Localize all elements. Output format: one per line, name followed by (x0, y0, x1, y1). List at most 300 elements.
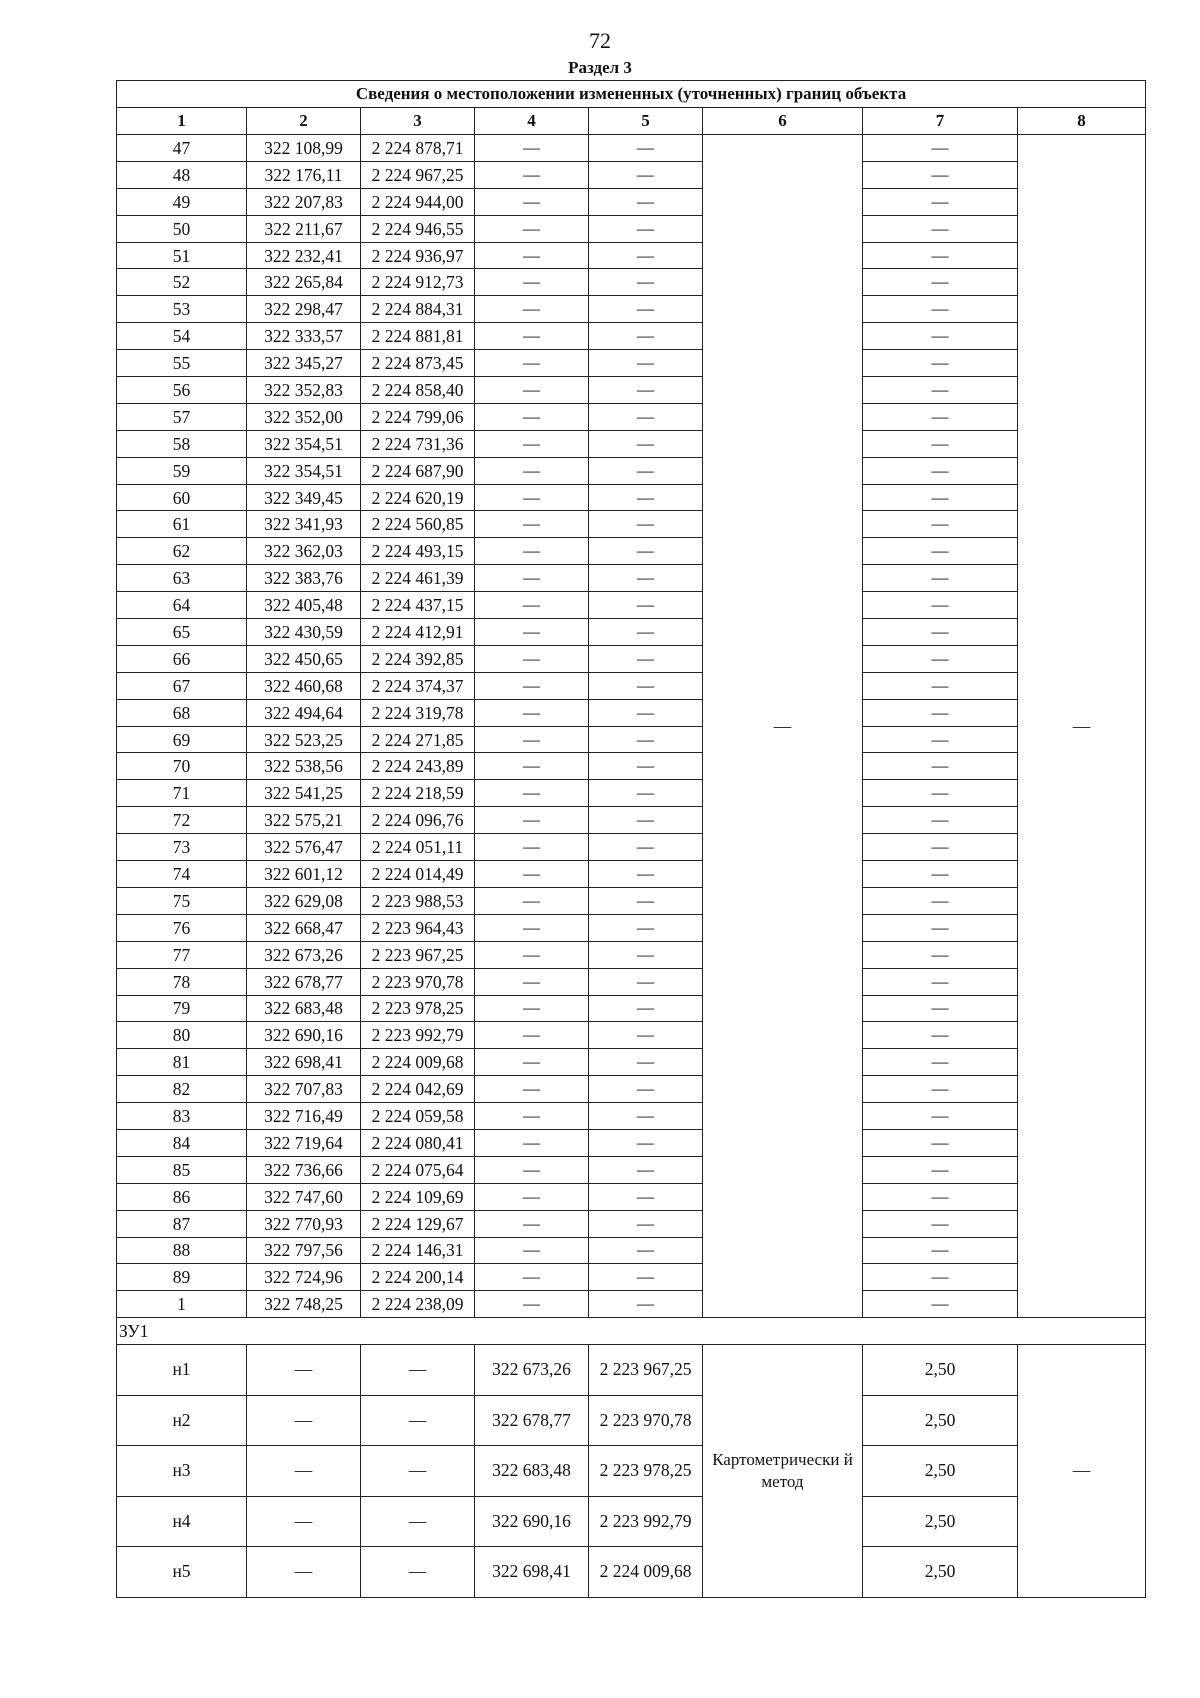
new-x-cell: — (475, 887, 589, 914)
y-coordinate-cell: — (361, 1446, 475, 1497)
accuracy-cell: — (863, 188, 1018, 215)
x-coordinate-cell: 322 678,77 (247, 968, 361, 995)
table-row (117, 161, 1146, 188)
new-y-cell: — (589, 1022, 703, 1049)
new-x-cell: — (475, 1103, 589, 1130)
y-coordinate-cell: 2 223 978,25 (361, 995, 475, 1022)
column-header-4: 4 (475, 108, 589, 135)
new-y-cell: 2 223 992,79 (589, 1496, 703, 1547)
new-y-cell: 2 223 970,78 (589, 1395, 703, 1446)
column-header-8: 8 (1018, 108, 1146, 135)
x-coordinate-cell: 322 232,41 (247, 242, 361, 269)
x-coordinate-cell: 322 698,41 (247, 1049, 361, 1076)
table-row (117, 1076, 1146, 1103)
y-coordinate-cell: — (361, 1547, 475, 1598)
point-number-cell: 78 (117, 968, 247, 995)
new-y-cell: — (589, 1129, 703, 1156)
point-number-cell: 70 (117, 753, 247, 780)
y-coordinate-cell: 2 224 146,31 (361, 1237, 475, 1264)
new-x-cell: — (475, 269, 589, 296)
y-coordinate-cell: — (361, 1345, 475, 1396)
accuracy-cell: — (863, 645, 1018, 672)
x-coordinate-cell: — (247, 1395, 361, 1446)
accuracy-cell: — (863, 1103, 1018, 1130)
new-x-cell: — (475, 1156, 589, 1183)
new-y-cell: — (589, 188, 703, 215)
accuracy-cell: 2,50 (863, 1446, 1018, 1497)
table-row (117, 645, 1146, 672)
new-y-cell: — (589, 1156, 703, 1183)
new-x-cell: — (475, 457, 589, 484)
x-coordinate-cell: 322 736,66 (247, 1156, 361, 1183)
new-y-cell: — (589, 1237, 703, 1264)
new-x-cell: — (475, 1022, 589, 1049)
accuracy-cell: — (863, 887, 1018, 914)
point-number-cell: 49 (117, 188, 247, 215)
accuracy-cell: — (863, 457, 1018, 484)
x-coordinate-cell: 322 211,67 (247, 215, 361, 242)
boundary-coordinates-table (116, 80, 1146, 1598)
point-number-cell: 67 (117, 672, 247, 699)
x-coordinate-cell: 322 770,93 (247, 1210, 361, 1237)
x-coordinate-cell: 322 797,56 (247, 1237, 361, 1264)
table-row (117, 1183, 1146, 1210)
accuracy-cell: — (863, 1210, 1018, 1237)
x-coordinate-cell: 322 719,64 (247, 1129, 361, 1156)
point-number-cell: 71 (117, 780, 247, 807)
y-coordinate-cell: 2 224 080,41 (361, 1129, 475, 1156)
new-y-cell: — (589, 807, 703, 834)
x-coordinate-cell: 322 690,16 (247, 1022, 361, 1049)
y-coordinate-cell: 2 224 412,91 (361, 619, 475, 646)
x-coordinate-cell: 322 460,68 (247, 672, 361, 699)
accuracy-cell: — (863, 565, 1018, 592)
point-number-cell: 85 (117, 1156, 247, 1183)
accuracy-cell: — (863, 350, 1018, 377)
table-row (117, 914, 1146, 941)
y-coordinate-cell: 2 223 988,53 (361, 887, 475, 914)
x-coordinate-cell: 322 345,27 (247, 350, 361, 377)
new-y-cell: — (589, 1183, 703, 1210)
new-y-cell: 2 223 978,25 (589, 1446, 703, 1497)
new-y-cell: — (589, 753, 703, 780)
x-coordinate-cell: 322 265,84 (247, 269, 361, 296)
table-row (117, 1022, 1146, 1049)
x-coordinate-cell: — (247, 1345, 361, 1396)
accuracy-cell: — (863, 161, 1018, 188)
new-y-cell: — (589, 430, 703, 457)
new-x-cell: — (475, 565, 589, 592)
method-cell: — (703, 135, 863, 1318)
y-coordinate-cell: 2 224 200,14 (361, 1264, 475, 1291)
point-number-cell: н3 (117, 1446, 247, 1497)
new-y-cell: — (589, 672, 703, 699)
new-x-cell: — (475, 1049, 589, 1076)
accuracy-cell: — (863, 242, 1018, 269)
table-row (117, 1496, 1146, 1547)
point-number-cell: 53 (117, 296, 247, 323)
y-coordinate-cell: 2 224 243,89 (361, 753, 475, 780)
x-coordinate-cell: — (247, 1496, 361, 1547)
new-y-cell: — (589, 1264, 703, 1291)
y-coordinate-cell: 2 224 881,81 (361, 323, 475, 350)
new-y-cell: — (589, 1291, 703, 1318)
table-row (117, 672, 1146, 699)
accuracy-cell: — (863, 807, 1018, 834)
new-y-cell: — (589, 403, 703, 430)
table-row (117, 215, 1146, 242)
table-row (117, 430, 1146, 457)
new-x-cell: — (475, 484, 589, 511)
new-x-cell: — (475, 1237, 589, 1264)
point-number-cell: 86 (117, 1183, 247, 1210)
page-number: 72 (589, 28, 611, 53)
y-coordinate-cell: 2 224 560,85 (361, 511, 475, 538)
accuracy-cell: — (863, 377, 1018, 404)
point-number-cell: 52 (117, 269, 247, 296)
point-number-cell: 83 (117, 1103, 247, 1130)
point-number-cell: 63 (117, 565, 247, 592)
new-y-cell: 2 223 967,25 (589, 1345, 703, 1396)
point-number-cell: н5 (117, 1547, 247, 1598)
table-row (117, 457, 1146, 484)
new-x-cell: — (475, 350, 589, 377)
accuracy-cell: — (863, 296, 1018, 323)
x-coordinate-cell: 322 576,47 (247, 834, 361, 861)
new-y-cell: — (589, 834, 703, 861)
new-x-cell: 322 698,41 (475, 1547, 589, 1598)
new-x-cell: — (475, 1210, 589, 1237)
new-x-cell: — (475, 968, 589, 995)
new-y-cell: — (589, 699, 703, 726)
y-coordinate-cell: 2 224 271,85 (361, 726, 475, 753)
new-x-cell: — (475, 834, 589, 861)
point-number-cell: 73 (117, 834, 247, 861)
table-row (117, 1129, 1146, 1156)
point-number-cell: 77 (117, 941, 247, 968)
accuracy-cell: 2,50 (863, 1496, 1018, 1547)
x-coordinate-cell: 322 541,25 (247, 780, 361, 807)
accuracy-cell: — (863, 861, 1018, 888)
table-row (117, 188, 1146, 215)
y-coordinate-cell: 2 224 858,40 (361, 377, 475, 404)
point-number-cell: 69 (117, 726, 247, 753)
accuracy-cell: — (863, 1076, 1018, 1103)
x-coordinate-cell: 322 538,56 (247, 753, 361, 780)
x-coordinate-cell: 322 673,26 (247, 941, 361, 968)
new-x-cell: — (475, 1291, 589, 1318)
accuracy-cell: — (863, 430, 1018, 457)
point-number-cell: 89 (117, 1264, 247, 1291)
new-x-cell: — (475, 403, 589, 430)
accuracy-cell: — (863, 592, 1018, 619)
point-number-cell: н1 (117, 1345, 247, 1396)
table-row (117, 619, 1146, 646)
new-y-cell: 2 224 009,68 (589, 1547, 703, 1598)
x-coordinate-cell: 322 298,47 (247, 296, 361, 323)
y-coordinate-cell: 2 224 884,31 (361, 296, 475, 323)
accuracy-cell: — (863, 968, 1018, 995)
x-coordinate-cell: — (247, 1446, 361, 1497)
x-coordinate-cell: 322 629,08 (247, 887, 361, 914)
accuracy-cell: — (863, 619, 1018, 646)
table-title: Сведения о местоположении измененных (уточненных) границ объекта (117, 81, 1146, 108)
new-x-cell: — (475, 1076, 589, 1103)
point-number-cell: 51 (117, 242, 247, 269)
point-number-cell: 61 (117, 511, 247, 538)
y-coordinate-cell: 2 224 620,19 (361, 484, 475, 511)
x-coordinate-cell: 322 349,45 (247, 484, 361, 511)
accuracy-cell: — (863, 1049, 1018, 1076)
x-coordinate-cell: 322 352,00 (247, 403, 361, 430)
table-row (117, 511, 1146, 538)
accuracy-cell: — (863, 538, 1018, 565)
point-number-cell: 64 (117, 592, 247, 619)
description-cell: — (1018, 1345, 1146, 1598)
new-y-cell: — (589, 914, 703, 941)
accuracy-cell: — (863, 1183, 1018, 1210)
accuracy-cell: — (863, 1156, 1018, 1183)
point-number-cell: 76 (117, 914, 247, 941)
y-coordinate-cell: 2 224 731,36 (361, 430, 475, 457)
new-y-cell: — (589, 968, 703, 995)
y-coordinate-cell: 2 224 075,64 (361, 1156, 475, 1183)
x-coordinate-cell: 322 341,93 (247, 511, 361, 538)
new-y-cell: — (589, 135, 703, 162)
new-y-cell: — (589, 161, 703, 188)
accuracy-cell: — (863, 1237, 1018, 1264)
accuracy-cell: — (863, 1129, 1018, 1156)
y-coordinate-cell: 2 224 912,73 (361, 269, 475, 296)
table-row (117, 269, 1146, 296)
accuracy-cell: — (863, 1264, 1018, 1291)
new-x-cell: — (475, 1183, 589, 1210)
accuracy-cell: 2,50 (863, 1547, 1018, 1598)
new-x-cell: — (475, 645, 589, 672)
table-row (117, 1156, 1146, 1183)
accuracy-cell: — (863, 726, 1018, 753)
x-coordinate-cell: 322 354,51 (247, 430, 361, 457)
accuracy-cell: — (863, 1291, 1018, 1318)
column-header-6: 6 (703, 108, 863, 135)
x-coordinate-cell: 322 383,76 (247, 565, 361, 592)
y-coordinate-cell: 2 223 964,43 (361, 914, 475, 941)
x-coordinate-cell: 322 362,03 (247, 538, 361, 565)
accuracy-cell: — (863, 780, 1018, 807)
accuracy-cell: — (863, 135, 1018, 162)
new-x-cell: — (475, 323, 589, 350)
y-coordinate-cell: 2 224 799,06 (361, 403, 475, 430)
table-row (117, 135, 1146, 162)
y-coordinate-cell: 2 224 096,76 (361, 807, 475, 834)
new-x-cell: — (475, 753, 589, 780)
point-number-cell: 50 (117, 215, 247, 242)
accuracy-cell: — (863, 511, 1018, 538)
new-x-cell: — (475, 215, 589, 242)
table-row (117, 1291, 1146, 1318)
y-coordinate-cell: — (361, 1395, 475, 1446)
y-coordinate-cell: 2 224 109,69 (361, 1183, 475, 1210)
table-row (117, 565, 1146, 592)
new-y-cell: — (589, 726, 703, 753)
point-number-cell: 65 (117, 619, 247, 646)
new-y-cell: — (589, 1103, 703, 1130)
point-number-cell: 66 (117, 645, 247, 672)
table-row (117, 887, 1146, 914)
new-x-cell: — (475, 780, 589, 807)
new-x-cell: 322 683,48 (475, 1446, 589, 1497)
new-y-cell: — (589, 1049, 703, 1076)
y-coordinate-cell: 2 224 014,49 (361, 861, 475, 888)
point-number-cell: 81 (117, 1049, 247, 1076)
point-number-cell: 60 (117, 484, 247, 511)
y-coordinate-cell: 2 223 970,78 (361, 968, 475, 995)
table-row (117, 350, 1146, 377)
table-row (117, 861, 1146, 888)
y-coordinate-cell: 2 224 238,09 (361, 1291, 475, 1318)
y-coordinate-cell: 2 224 059,58 (361, 1103, 475, 1130)
y-coordinate-cell: 2 224 936,97 (361, 242, 475, 269)
y-coordinate-cell: 2 223 967,25 (361, 941, 475, 968)
new-y-cell: — (589, 1210, 703, 1237)
x-coordinate-cell: — (247, 1547, 361, 1598)
accuracy-cell: — (863, 672, 1018, 699)
new-x-cell: — (475, 161, 589, 188)
new-y-cell: — (589, 350, 703, 377)
point-number-cell: 88 (117, 1237, 247, 1264)
new-x-cell: 322 678,77 (475, 1395, 589, 1446)
new-y-cell: — (589, 645, 703, 672)
table-row (117, 1264, 1146, 1291)
new-x-cell: — (475, 861, 589, 888)
point-number-cell: 82 (117, 1076, 247, 1103)
table-row (117, 377, 1146, 404)
table-row (117, 941, 1146, 968)
accuracy-cell: — (863, 941, 1018, 968)
x-coordinate-cell: 322 668,47 (247, 914, 361, 941)
x-coordinate-cell: 322 108,99 (247, 135, 361, 162)
accuracy-cell: 2,50 (863, 1345, 1018, 1396)
y-coordinate-cell: 2 224 873,45 (361, 350, 475, 377)
accuracy-cell: — (863, 914, 1018, 941)
table-row (117, 323, 1146, 350)
accuracy-cell: — (863, 269, 1018, 296)
new-x-cell: 322 690,16 (475, 1496, 589, 1547)
point-number-cell: 57 (117, 403, 247, 430)
point-number-cell: 84 (117, 1129, 247, 1156)
new-y-cell: — (589, 215, 703, 242)
new-x-cell: — (475, 538, 589, 565)
y-coordinate-cell: 2 224 009,68 (361, 1049, 475, 1076)
y-coordinate-cell: 2 224 218,59 (361, 780, 475, 807)
table-row (117, 699, 1146, 726)
parcel-label: ЗУ1 (117, 1318, 1146, 1345)
table-row (117, 1049, 1146, 1076)
accuracy-cell: — (863, 403, 1018, 430)
new-x-cell: — (475, 699, 589, 726)
new-x-cell: — (475, 1264, 589, 1291)
new-y-cell: — (589, 565, 703, 592)
new-x-cell: — (475, 377, 589, 404)
y-coordinate-cell: 2 224 946,55 (361, 215, 475, 242)
table-row (117, 995, 1146, 1022)
point-number-cell: 74 (117, 861, 247, 888)
accuracy-cell: — (863, 1022, 1018, 1049)
new-y-cell: — (589, 377, 703, 404)
x-coordinate-cell: 322 333,57 (247, 323, 361, 350)
point-number-cell: 55 (117, 350, 247, 377)
new-y-cell: — (589, 1076, 703, 1103)
column-header-1: 1 (117, 108, 247, 135)
column-header-7: 7 (863, 108, 1018, 135)
y-coordinate-cell: 2 224 878,71 (361, 135, 475, 162)
new-y-cell: — (589, 592, 703, 619)
accuracy-cell: — (863, 753, 1018, 780)
y-coordinate-cell: 2 224 319,78 (361, 699, 475, 726)
new-x-cell: — (475, 430, 589, 457)
accuracy-cell: — (863, 215, 1018, 242)
point-number-cell: 1 (117, 1291, 247, 1318)
accuracy-cell: — (863, 484, 1018, 511)
table-row (117, 968, 1146, 995)
new-y-cell: — (589, 269, 703, 296)
x-coordinate-cell: 322 601,12 (247, 861, 361, 888)
table-row (117, 1210, 1146, 1237)
x-coordinate-cell: 322 523,25 (247, 726, 361, 753)
new-x-cell: — (475, 592, 589, 619)
new-y-cell: — (589, 619, 703, 646)
y-coordinate-cell: 2 224 374,37 (361, 672, 475, 699)
accuracy-cell: — (863, 699, 1018, 726)
description-cell: — (1018, 135, 1146, 1318)
table-row (117, 403, 1146, 430)
new-y-cell: — (589, 242, 703, 269)
y-coordinate-cell: 2 224 042,69 (361, 1076, 475, 1103)
x-coordinate-cell: 322 724,96 (247, 1264, 361, 1291)
table-row (117, 1446, 1146, 1497)
point-number-cell: 62 (117, 538, 247, 565)
table-row (117, 1237, 1146, 1264)
x-coordinate-cell: 322 716,49 (247, 1103, 361, 1130)
point-number-cell: 47 (117, 135, 247, 162)
new-y-cell: — (589, 511, 703, 538)
new-x-cell: — (475, 726, 589, 753)
table-row (117, 726, 1146, 753)
x-coordinate-cell: 322 352,83 (247, 377, 361, 404)
new-y-cell: — (589, 780, 703, 807)
accuracy-cell: 2,50 (863, 1395, 1018, 1446)
new-x-cell: — (475, 135, 589, 162)
section-title: Раздел 3 (568, 58, 632, 77)
new-x-cell: — (475, 914, 589, 941)
table-row (117, 780, 1146, 807)
point-number-cell: 54 (117, 323, 247, 350)
y-coordinate-cell: 2 223 992,79 (361, 1022, 475, 1049)
x-coordinate-cell: 322 176,11 (247, 161, 361, 188)
y-coordinate-cell: 2 224 687,90 (361, 457, 475, 484)
x-coordinate-cell: 322 405,48 (247, 592, 361, 619)
column-header-3: 3 (361, 108, 475, 135)
new-y-cell: — (589, 323, 703, 350)
new-y-cell: — (589, 296, 703, 323)
column-header-2: 2 (247, 108, 361, 135)
parcel-group-row (117, 1318, 1146, 1345)
new-y-cell: — (589, 941, 703, 968)
point-number-cell: 75 (117, 887, 247, 914)
table-row (117, 242, 1146, 269)
new-y-cell: — (589, 861, 703, 888)
new-x-cell: — (475, 1129, 589, 1156)
